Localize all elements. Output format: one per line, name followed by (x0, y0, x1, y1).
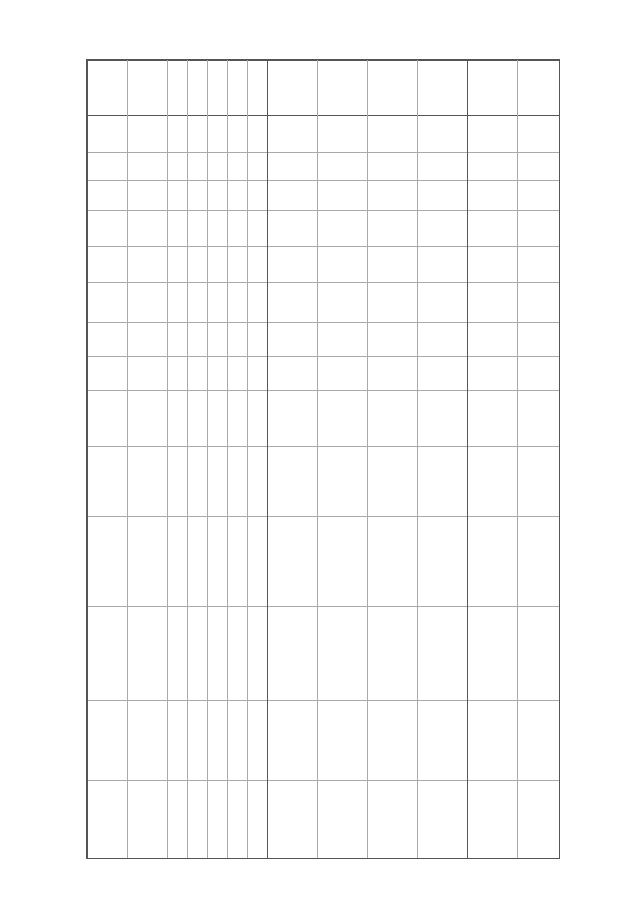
col-divider (167, 60, 168, 858)
table-row (87, 446, 559, 447)
col-divider (317, 60, 318, 858)
col-divider (187, 60, 188, 858)
col-divider (247, 60, 248, 858)
col-divider (367, 60, 368, 858)
col-divider (207, 60, 208, 858)
indicator-table (86, 59, 560, 859)
col-divider (467, 60, 468, 858)
table-row (87, 180, 559, 181)
header-divider (87, 115, 559, 116)
table-row (87, 516, 559, 517)
table-row (87, 210, 559, 211)
table-row (87, 282, 559, 283)
col-divider (417, 60, 418, 858)
table-row (87, 246, 559, 247)
table-row (87, 356, 559, 357)
col-divider (227, 60, 228, 858)
col-divider (127, 60, 128, 858)
table-row (87, 390, 559, 391)
table-header (87, 60, 559, 61)
table-row (87, 322, 559, 323)
table-row (87, 606, 559, 607)
table-row (87, 780, 559, 781)
table-row (87, 152, 559, 153)
col-divider (267, 60, 268, 858)
col-divider (87, 60, 88, 858)
table-row (87, 700, 559, 701)
col-divider (517, 60, 518, 858)
